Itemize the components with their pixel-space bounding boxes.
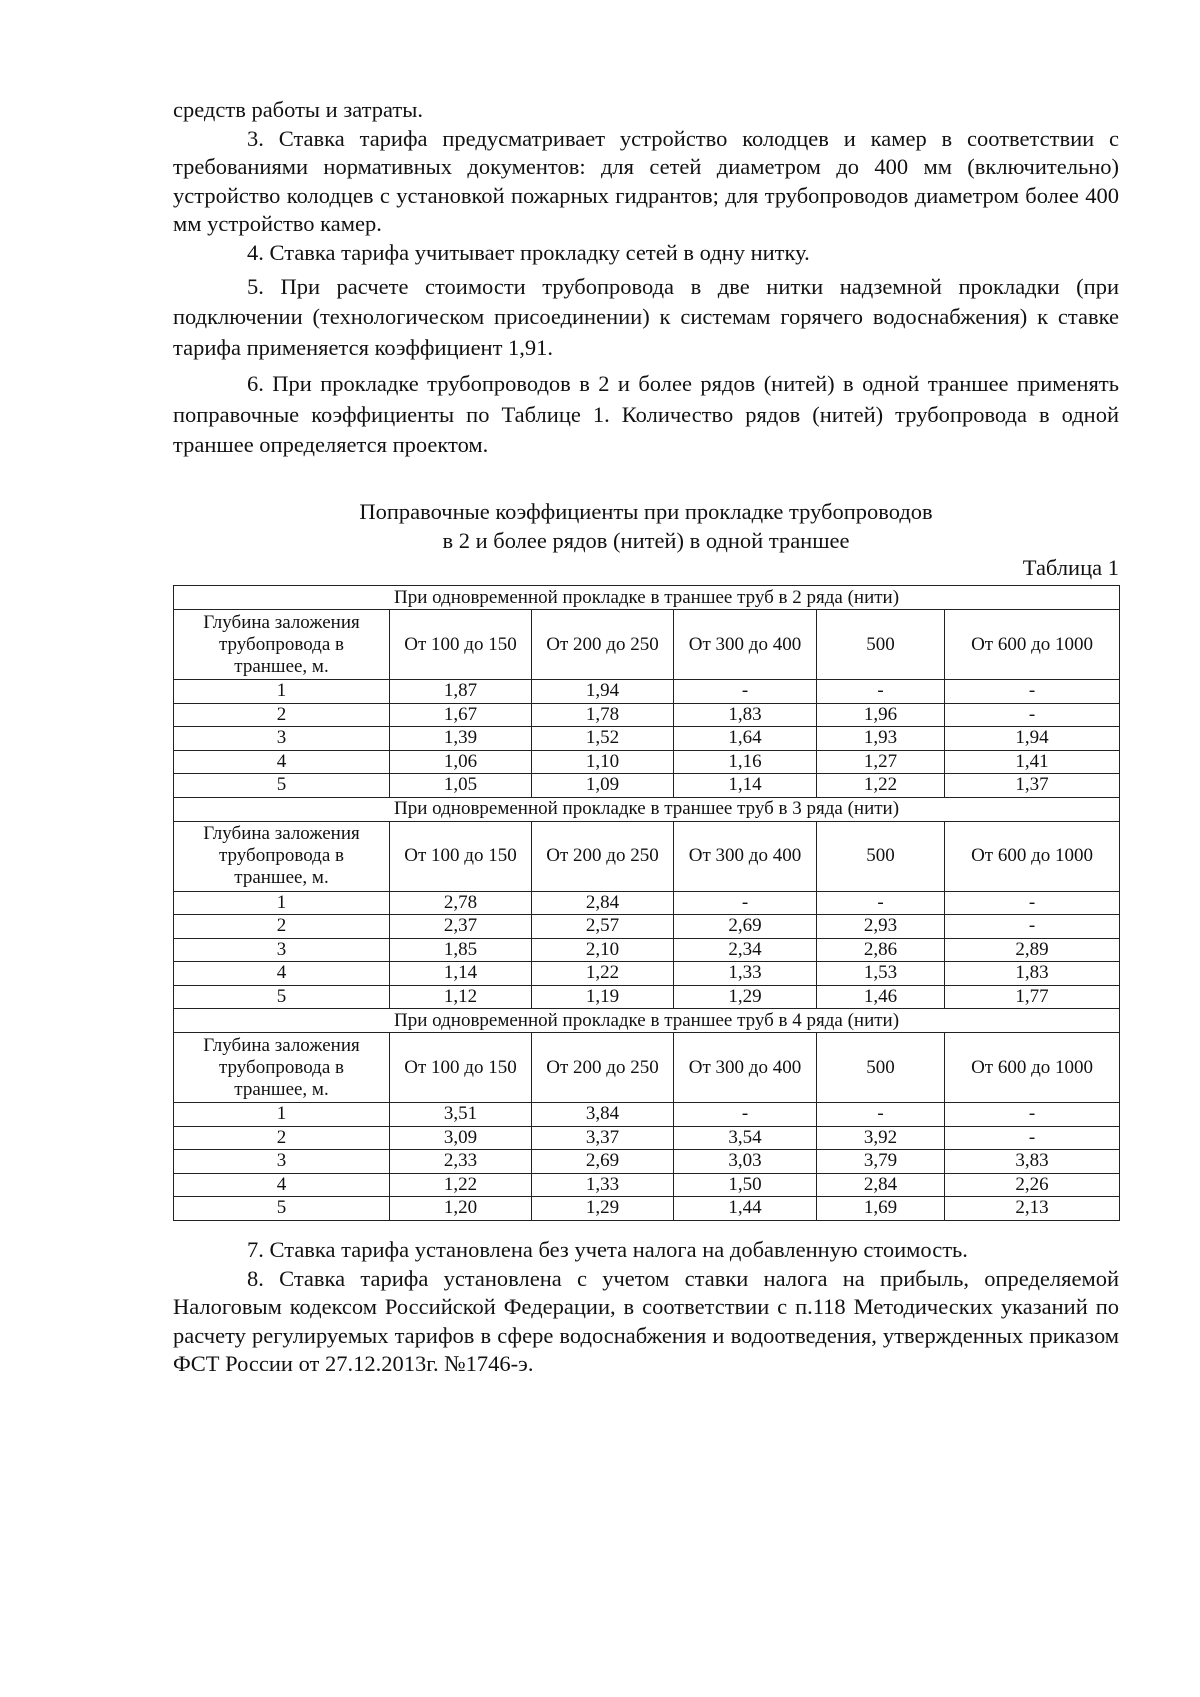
diameter-header-cell: От 300 до 400	[674, 821, 817, 891]
coefficient-cell: 1,39	[390, 727, 532, 751]
coefficient-cell: 1,09	[532, 774, 674, 798]
coefficient-cell: 1,44	[674, 1197, 817, 1221]
coefficient-cell: 1,50	[674, 1173, 817, 1197]
coefficient-cell: 2,84	[817, 1173, 945, 1197]
depth-header-cell	[174, 1033, 390, 1103]
coefficient-cell: 1,83	[674, 703, 817, 727]
coefficient-cell: 1,29	[674, 985, 817, 1009]
header-row	[174, 610, 1120, 680]
coefficients-table	[173, 585, 1120, 1221]
coefficient-cell: -	[945, 680, 1120, 704]
coefficient-cell: -	[674, 1103, 817, 1127]
table-caption	[173, 497, 1119, 555]
coefficient-cell: 2,78	[390, 891, 532, 915]
coefficient-cell: -	[945, 891, 1120, 915]
table-row	[174, 774, 1120, 798]
depth-cell: 3	[174, 1150, 390, 1174]
table-row	[174, 1197, 1120, 1221]
coefficient-cell: -	[945, 1103, 1120, 1127]
coefficient-cell: 1,16	[674, 750, 817, 774]
depth-cell: 2	[174, 1126, 390, 1150]
depth-cell: 4	[174, 750, 390, 774]
coefficient-cell: -	[817, 680, 945, 704]
table-row	[174, 938, 1120, 962]
paragraph-7: 7. Ставка тарифа установлена без учета налога на добавленную стоимость.	[247, 1237, 968, 1262]
depth-cell: 5	[174, 1197, 390, 1221]
coefficient-cell: 1,85	[390, 938, 532, 962]
coefficient-cell: 2,37	[390, 915, 532, 939]
section-title: При одновременной прокладке в траншее труб в 4 ряда (нити)	[174, 1009, 1120, 1033]
coefficient-cell: 1,87	[390, 680, 532, 704]
coefficient-cell: 1,27	[817, 750, 945, 774]
depth-cell: 5	[174, 774, 390, 798]
table-row	[174, 703, 1120, 727]
coefficient-cell: 1,29	[532, 1197, 674, 1221]
coefficient-cell: 1,22	[532, 962, 674, 986]
coefficient-cell: 1,67	[390, 703, 532, 727]
section-title-row	[174, 1009, 1120, 1033]
coefficient-cell: -	[674, 680, 817, 704]
diameter-header-cell: От 200 до 250	[532, 1033, 674, 1103]
paragraph-8: 8. Ставка тарифа установлена с учетом ставки налога на прибыль, определяемой Налоговым кодексом Российской Федерации, в соответствии с п.118 Методических указаний по расчету регулируемых тарифов в сфере водоснабжения и водоотведения, утвержденных приказом ФСТ России от 27.12.2013г. №1746-э.	[173, 1265, 1119, 1377]
depth-cell: 3	[174, 727, 390, 751]
table-row	[174, 1150, 1120, 1174]
coefficient-cell: 2,26	[945, 1173, 1120, 1197]
diameter-header-cell: От 200 до 250	[532, 821, 674, 891]
diameter-header-cell: От 600 до 1000	[945, 610, 1120, 680]
coefficient-cell: 1,33	[674, 962, 817, 986]
coefficient-cell: 1,19	[532, 985, 674, 1009]
coefficient-cell: -	[817, 891, 945, 915]
coefficient-cell: 2,10	[532, 938, 674, 962]
paragraph-5: 5. При расчете стоимости трубопровода в две нитки надземной прокладки (при подключении (технологическом присоединении) к системам горячего водоснабжения) к ставке тарифа применяется коэффициент 1,91.	[173, 273, 1119, 360]
coefficient-cell: 1,22	[817, 774, 945, 798]
table-row	[174, 962, 1120, 986]
depth-header-line: Глубина заложения	[203, 1034, 360, 1056]
diameter-header-cell: 500	[817, 821, 945, 891]
section-title-row	[174, 586, 1120, 610]
table-caption-line-2: в 2 и более рядов (нитей) в одной траншее	[442, 528, 850, 553]
header-row	[174, 821, 1120, 891]
coefficient-cell: 1,83	[945, 962, 1120, 986]
header-row	[174, 1033, 1120, 1103]
coefficient-cell: 1,05	[390, 774, 532, 798]
diameter-header-cell: 500	[817, 1033, 945, 1103]
depth-header-line: трубопровода в	[219, 633, 344, 655]
coefficient-cell: 1,78	[532, 703, 674, 727]
coefficient-cell: 1,14	[674, 774, 817, 798]
depth-cell: 5	[174, 985, 390, 1009]
coefficient-cell: 2,69	[532, 1150, 674, 1174]
coefficient-cell: 1,41	[945, 750, 1120, 774]
diameter-header-cell: От 100 до 150	[390, 610, 532, 680]
depth-header-line: траншее, м.	[234, 1078, 329, 1100]
coefficient-cell: 2,86	[817, 938, 945, 962]
coefficient-cell: 3,54	[674, 1126, 817, 1150]
diameter-header-cell: От 200 до 250	[532, 610, 674, 680]
diameter-header-cell: От 100 до 150	[390, 821, 532, 891]
coefficient-cell: 2,93	[817, 915, 945, 939]
coefficient-cell: 1,06	[390, 750, 532, 774]
table-row	[174, 727, 1120, 751]
bottom-paragraphs	[173, 1236, 1119, 1379]
top-paragraphs	[173, 96, 1119, 461]
coefficient-cell: 1,20	[390, 1197, 532, 1221]
paragraph-continuation: средств работы и затраты.	[173, 97, 423, 122]
coefficient-cell: 1,77	[945, 985, 1120, 1009]
diameter-header-cell: От 100 до 150	[390, 1033, 532, 1103]
table-row	[174, 1126, 1120, 1150]
coefficient-cell: 1,33	[532, 1173, 674, 1197]
coefficient-cell: -	[945, 703, 1120, 727]
depth-header-line: трубопровода в	[219, 845, 344, 866]
table-row	[174, 750, 1120, 774]
depth-cell: 4	[174, 962, 390, 986]
coefficient-cell: -	[945, 1126, 1120, 1150]
section-title-row	[174, 797, 1120, 821]
diameter-header-cell: От 600 до 1000	[945, 821, 1120, 891]
coefficient-cell: 3,83	[945, 1150, 1120, 1174]
table-number-label: Таблица 1	[1022, 555, 1119, 580]
coefficient-cell: -	[817, 1103, 945, 1127]
coefficient-cell: 1,14	[390, 962, 532, 986]
depth-header-line: траншее, м.	[234, 867, 329, 888]
coefficient-cell: 1,96	[817, 703, 945, 727]
table-row	[174, 915, 1120, 939]
coefficient-cell: 3,84	[532, 1103, 674, 1127]
paragraph-6: 6. При прокладке трубопроводов в 2 и более рядов (нитей) в одной траншее применять поправочные коэффициенты по Таблице 1. Количество рядов (нитей) трубопровода в одной траншее определяется проектом.	[173, 371, 1119, 458]
coefficient-cell: 3,03	[674, 1150, 817, 1174]
diameter-header-cell: 500	[817, 610, 945, 680]
depth-cell: 1	[174, 891, 390, 915]
table-row	[174, 680, 1120, 704]
paragraph-3: 3. Ставка тарифа предусматривает устройство колодцев и камер в соответствии с требованиями нормативных документов: для сетей диаметром до 400 мм (включительно) устройство колодцев с установкой пожарных гидрантов; для трубопроводов диаметром более 400 мм устройство камер.	[173, 125, 1119, 237]
coefficient-cell: 2,84	[532, 891, 674, 915]
coefficient-cell: 1,53	[817, 962, 945, 986]
depth-header-cell	[174, 821, 390, 891]
coefficient-cell: 3,37	[532, 1126, 674, 1150]
coefficient-cell: 2,34	[674, 938, 817, 962]
coefficient-cell: 2,89	[945, 938, 1120, 962]
depth-header-cell	[174, 610, 390, 680]
depth-cell: 4	[174, 1173, 390, 1197]
coefficient-cell: 3,79	[817, 1150, 945, 1174]
coefficient-cell: 1,12	[390, 985, 532, 1009]
table-row	[174, 1103, 1120, 1127]
coefficient-cell: 3,09	[390, 1126, 532, 1150]
table-caption-line-1: Поправочные коэффициенты при прокладке трубопроводов	[359, 499, 933, 524]
coefficient-cell: 2,57	[532, 915, 674, 939]
paragraph-4: 4. Ставка тарифа учитывает прокладку сетей в одну нитку.	[247, 239, 810, 265]
depth-cell: 2	[174, 915, 390, 939]
coefficient-cell: 3,51	[390, 1103, 532, 1127]
coefficient-cell: 1,64	[674, 727, 817, 751]
diameter-header-cell: От 300 до 400	[674, 610, 817, 680]
coefficient-cell: 3,92	[817, 1126, 945, 1150]
coefficient-cell: -	[674, 891, 817, 915]
table-row	[174, 985, 1120, 1009]
coefficient-cell: 1,52	[532, 727, 674, 751]
coefficient-cell: 2,33	[390, 1150, 532, 1174]
coefficient-cell: 1,69	[817, 1197, 945, 1221]
depth-cell: 1	[174, 1103, 390, 1127]
table-row	[174, 1173, 1120, 1197]
diameter-header-cell: От 300 до 400	[674, 1033, 817, 1103]
depth-header-line: Глубина заложения	[203, 823, 360, 844]
depth-cell: 1	[174, 680, 390, 704]
coefficient-cell: 1,46	[817, 985, 945, 1009]
depth-cell: 3	[174, 938, 390, 962]
depth-header-line: траншее, м.	[234, 655, 329, 677]
coefficient-cell: 1,93	[817, 727, 945, 751]
coefficient-cell: 1,22	[390, 1173, 532, 1197]
coefficient-cell: 2,69	[674, 915, 817, 939]
section-title: При одновременной прокладке в траншее труб в 2 ряда (нити)	[174, 586, 1120, 610]
table-row	[174, 891, 1120, 915]
coefficient-cell: 2,13	[945, 1197, 1120, 1221]
coefficient-cell: 1,94	[532, 680, 674, 704]
coefficient-cell: 1,10	[532, 750, 674, 774]
coefficient-cell: -	[945, 915, 1120, 939]
depth-cell: 2	[174, 703, 390, 727]
depth-header-line: Глубина заложения	[203, 611, 360, 633]
coefficient-cell: 1,37	[945, 774, 1120, 798]
coefficient-cell: 1,94	[945, 727, 1120, 751]
diameter-header-cell: От 600 до 1000	[945, 1033, 1120, 1103]
section-title: При одновременной прокладке в траншее труб в 3 ряда (нити)	[174, 797, 1120, 821]
depth-header-line: трубопровода в	[219, 1056, 344, 1078]
